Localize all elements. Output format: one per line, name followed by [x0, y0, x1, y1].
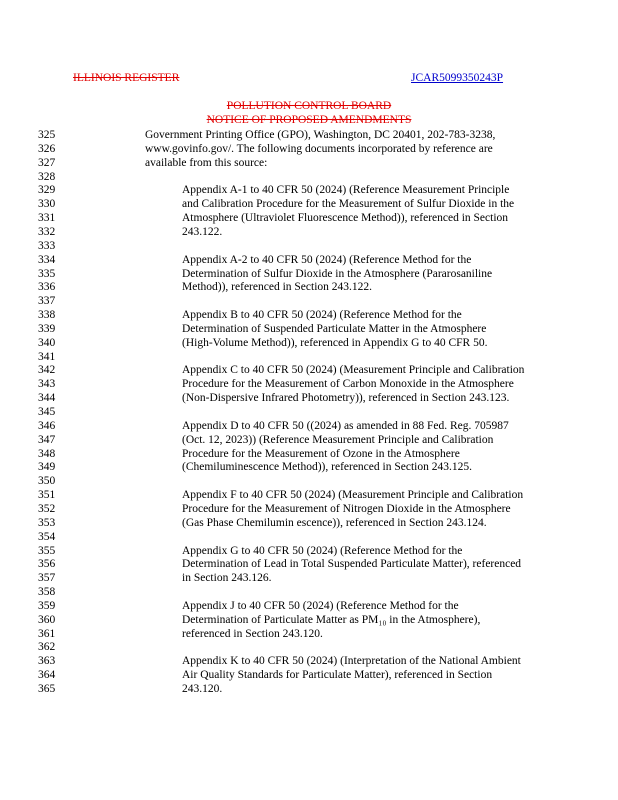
- line-number: 346: [38, 419, 56, 432]
- line-number: 351: [38, 489, 56, 502]
- line-text: Appendix K to 40 CFR 50 (2024) (Interpretation of the National Ambient: [182, 655, 521, 668]
- line-text: Determination of Suspended Particulate Matter in the Atmosphere: [182, 322, 487, 335]
- line-number: 349: [38, 461, 56, 474]
- line-number: 358: [38, 586, 56, 599]
- line-text: in Section 243.126.: [182, 572, 272, 585]
- line-number: 328: [38, 170, 56, 183]
- line-text: available from this source:: [145, 156, 268, 169]
- line-number: 350: [38, 475, 56, 488]
- line-text: Method)), referenced in Section 243.122.: [182, 281, 373, 294]
- line-text: (Non-Dispersive Infrared Photometry)), referenced in Section 243.123.: [182, 392, 510, 405]
- line-number: 360: [38, 613, 56, 626]
- line-text: Government Printing Office (GPO), Washington, DC 20401, 202-783-3238,: [145, 129, 496, 141]
- line-number: 364: [38, 669, 56, 682]
- line-text: 243.120.: [182, 683, 223, 695]
- line-number: 363: [38, 655, 56, 668]
- line-text: referenced in Section 243.120.: [182, 627, 323, 640]
- line-text: Air Quality Standards for Particulate Matter), referenced in Section: [182, 669, 493, 682]
- line-number: 348: [38, 447, 56, 460]
- jcar-link[interactable]: JCAR5099350243P: [411, 72, 504, 84]
- line-text: Appendix F to 40 CFR 50 (2024) (Measurement Principle and Calibration: [182, 489, 524, 502]
- line-text: Atmosphere (Ultraviolet Fluorescence Method)), referenced in Section: [182, 212, 509, 225]
- line-number: 329: [38, 184, 56, 197]
- line-text: Determination of Lead in Total Suspended Particulate Matter), referenced: [182, 558, 522, 571]
- line-number: 352: [38, 502, 56, 515]
- line-number: 365: [38, 683, 56, 695]
- line-number: 344: [38, 392, 56, 405]
- line-text: Appendix J to 40 CFR 50 (2024) (Reference Method for the: [182, 599, 459, 612]
- line-number: 345: [38, 406, 56, 418]
- line-number: 342: [38, 364, 56, 377]
- line-number: 355: [38, 544, 56, 557]
- line-number: 361: [38, 627, 56, 640]
- line-text: www.govinfo.gov/. The following documents incorporated by reference are: [145, 142, 493, 155]
- line-number: 347: [38, 433, 56, 446]
- line-text: Appendix B to 40 CFR 50 (2024) (Reference Method for the: [182, 309, 462, 322]
- line-number: 353: [38, 516, 56, 529]
- line-number: 357: [38, 572, 56, 585]
- line-text: (High-Volume Method)), referenced in Appendix G to 40 CFR 50.: [182, 336, 488, 349]
- line-text: (Oct. 12, 2023)) (Reference Measurement Principle and Calibration: [182, 433, 494, 446]
- line-text: Procedure for the Measurement of Nitrogen Dioxide in the Atmosphere: [182, 502, 511, 515]
- line-number: 356: [38, 558, 56, 571]
- line-number: 327: [38, 156, 56, 169]
- line-number: 330: [38, 198, 56, 211]
- line-number: 326: [38, 142, 56, 155]
- line-number: 332: [38, 225, 56, 238]
- line-text: (Gas Phase Chemilumin escence)), referenced in Section 243.124.: [182, 516, 487, 529]
- line-text: Appendix A-1 to 40 CFR 50 (2024) (Reference Measurement Principle: [182, 184, 510, 197]
- line-text: Appendix G to 40 CFR 50 (2024) (Reference Method for the: [182, 544, 463, 557]
- line-number: 339: [38, 322, 56, 335]
- line-number: 334: [38, 253, 56, 266]
- line-text: Determination of Particulate Matter as PM₁₀ in the Atmosphere),: [182, 613, 481, 626]
- line-text: Appendix D to 40 CFR 50 ((2024) as amended in 88 Fed. Reg. 705987: [182, 419, 509, 432]
- line-text: and Calibration Procedure for the Measurement of Sulfur Dioxide in the: [182, 198, 515, 211]
- line-number: 340: [38, 336, 56, 349]
- line-number: 325: [38, 129, 56, 141]
- line-number: 337: [38, 295, 56, 308]
- notice-title: NOTICE OF PROPOSED AMENDMENTS: [206, 113, 412, 126]
- line-text: Procedure for the Measurement of Carbon Monoxide in the Atmosphere: [182, 378, 514, 391]
- line-number: 335: [38, 267, 56, 280]
- line-number: 362: [38, 641, 56, 654]
- line-text: Appendix A-2 to 40 CFR 50 (2024) (Reference Method for the: [182, 253, 472, 266]
- line-number: 354: [38, 530, 56, 543]
- line-text: 243.122.: [182, 225, 223, 238]
- line-text: Determination of Sulfur Dioxide in the Atmosphere (Pararosaniline: [182, 267, 493, 280]
- register-header: ILLINOIS REGISTER: [73, 72, 180, 84]
- board-title: POLLUTION CONTROL BOARD: [226, 100, 392, 112]
- line-number: 333: [38, 239, 56, 252]
- line-text: (Chemiluminescence Method)), referenced in Section 243.125.: [182, 461, 472, 474]
- line-number: 331: [38, 212, 56, 225]
- line-text: Procedure for the Measurement of Ozone in the Atmosphere: [182, 447, 460, 460]
- line-text: Appendix C to 40 CFR 50 (2024) (Measurement Principle and Calibration: [182, 364, 525, 377]
- line-number: 343: [38, 378, 56, 391]
- line-number: 338: [38, 309, 56, 322]
- line-number: 341: [38, 350, 56, 363]
- line-number: 359: [38, 599, 56, 612]
- line-number: 336: [38, 281, 56, 294]
